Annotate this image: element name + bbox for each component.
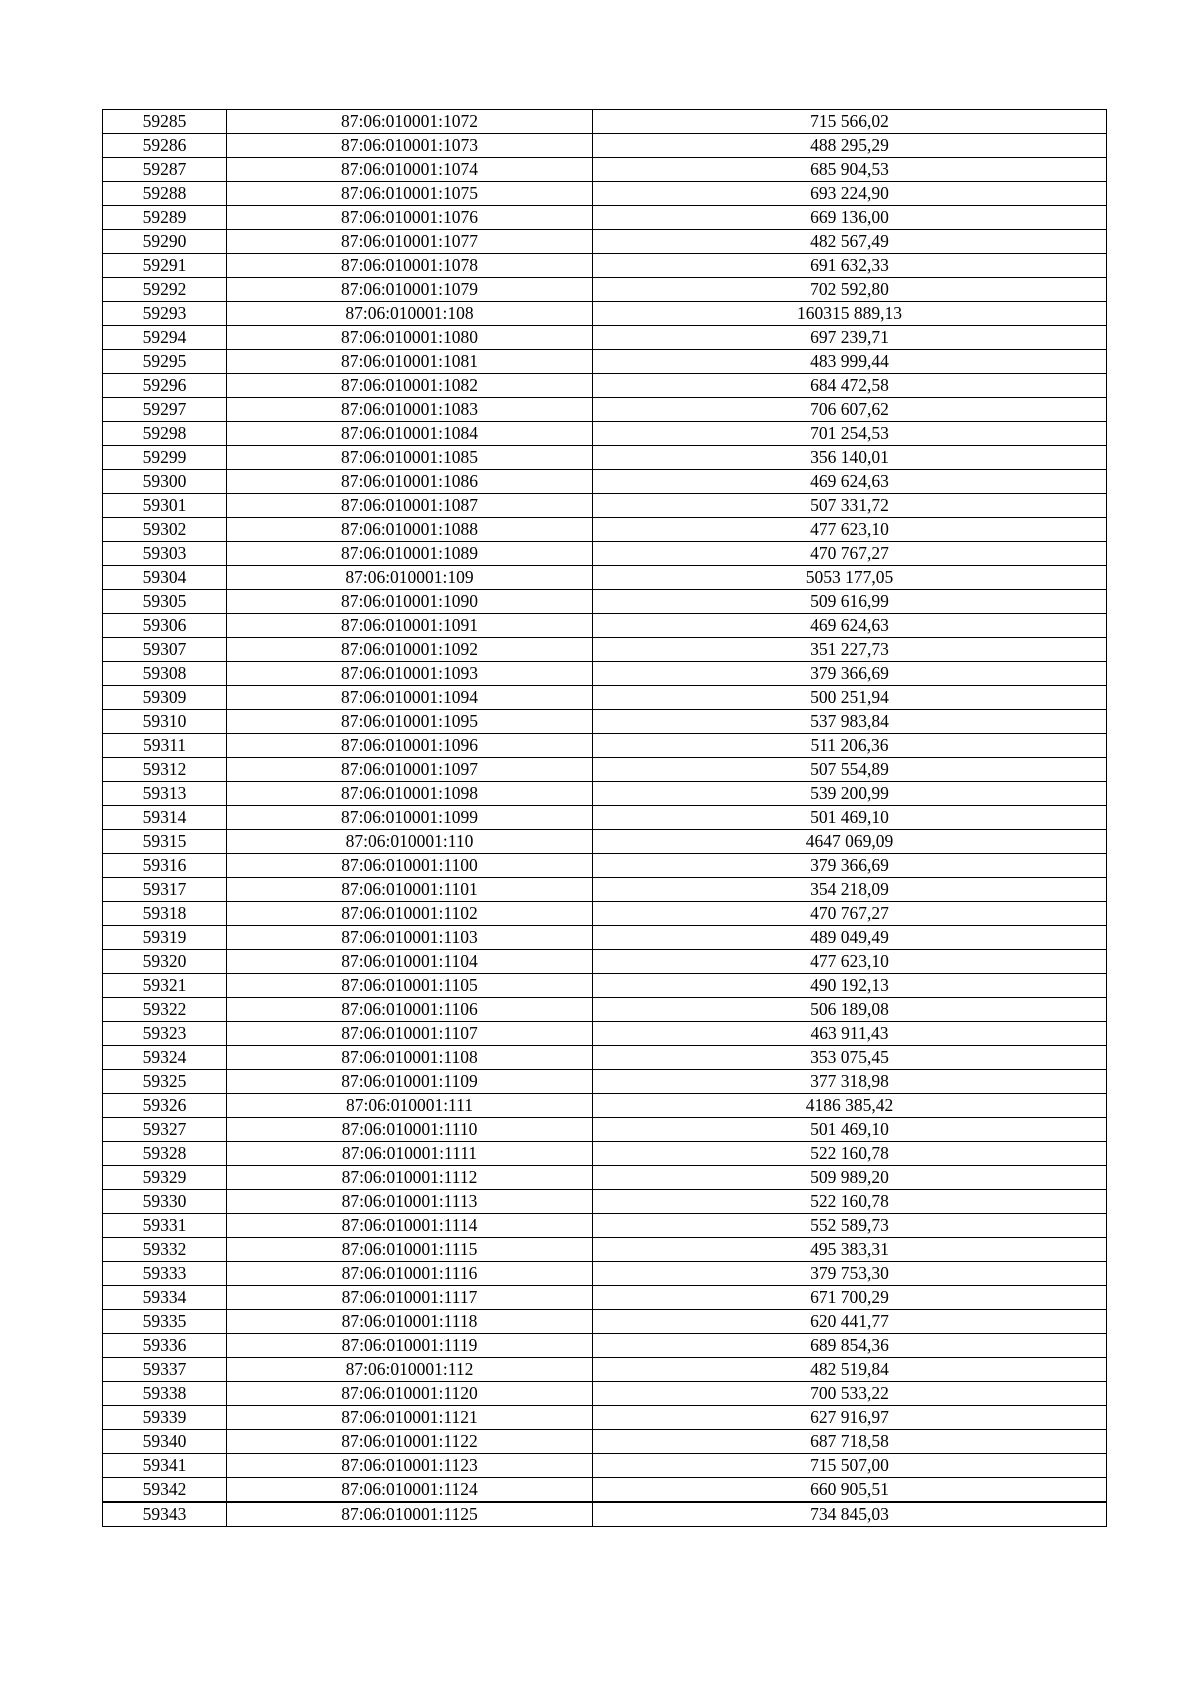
cadastral-value-cell: 734 845,03 — [593, 1502, 1107, 1527]
cadastral-value-cell: 627 916,97 — [593, 1406, 1107, 1430]
cadastral-value-cell: 483 999,44 — [593, 350, 1107, 374]
cadastral-value-cell: 477 623,10 — [593, 518, 1107, 542]
table-row — [103, 1046, 1107, 1070]
row-number-cell: 59342 — [103, 1478, 227, 1503]
cadastral-number-cell: 87:06:010001:1089 — [227, 542, 593, 566]
table-row — [103, 1190, 1107, 1214]
cadastral-number-cell: 87:06:010001:1105 — [227, 974, 593, 998]
table-row — [103, 374, 1107, 398]
cadastral-number-cell: 87:06:010001:1100 — [227, 854, 593, 878]
row-number-cell: 59319 — [103, 926, 227, 950]
cadastral-value-table — [102, 109, 1107, 1527]
cadastral-number-cell: 87:06:010001:1073 — [227, 134, 593, 158]
table-row — [103, 998, 1107, 1022]
cadastral-value-cell: 490 192,13 — [593, 974, 1107, 998]
table-row — [103, 518, 1107, 542]
cadastral-value-cell: 353 075,45 — [593, 1046, 1107, 1070]
cadastral-value-cell: 693 224,90 — [593, 182, 1107, 206]
table-row — [103, 950, 1107, 974]
row-number-cell: 59297 — [103, 398, 227, 422]
cadastral-value-cell: 537 983,84 — [593, 710, 1107, 734]
row-number-cell: 59316 — [103, 854, 227, 878]
cadastral-value-cell: 160315 889,13 — [593, 302, 1107, 326]
cadastral-number-cell: 87:06:010001:109 — [227, 566, 593, 590]
cadastral-number-cell: 87:06:010001:1123 — [227, 1454, 593, 1478]
cadastral-number-cell: 87:06:010001:1082 — [227, 374, 593, 398]
cadastral-number-cell: 87:06:010001:1108 — [227, 1046, 593, 1070]
cadastral-number-cell: 87:06:010001:1116 — [227, 1262, 593, 1286]
row-number-cell: 59327 — [103, 1118, 227, 1142]
table-row — [103, 734, 1107, 758]
cadastral-number-cell: 87:06:010001:1115 — [227, 1238, 593, 1262]
cadastral-value-cell: 379 366,69 — [593, 662, 1107, 686]
row-number-cell: 59341 — [103, 1454, 227, 1478]
row-number-cell: 59334 — [103, 1286, 227, 1310]
cadastral-number-cell: 87:06:010001:108 — [227, 302, 593, 326]
cadastral-number-cell: 87:06:010001:1092 — [227, 638, 593, 662]
cadastral-value-cell: 500 251,94 — [593, 686, 1107, 710]
row-number-cell: 59340 — [103, 1430, 227, 1454]
table-row — [103, 254, 1107, 278]
cadastral-number-cell: 87:06:010001:1103 — [227, 926, 593, 950]
cadastral-number-cell: 87:06:010001:1101 — [227, 878, 593, 902]
table-row — [103, 542, 1107, 566]
row-number-cell: 59325 — [103, 1070, 227, 1094]
table-row — [103, 1310, 1107, 1334]
row-number-cell: 59286 — [103, 134, 227, 158]
cadastral-number-cell: 87:06:010001:1093 — [227, 662, 593, 686]
row-number-cell: 59339 — [103, 1406, 227, 1430]
row-number-cell: 59298 — [103, 422, 227, 446]
cadastral-number-cell: 87:06:010001:111 — [227, 1094, 593, 1118]
table-row — [103, 1166, 1107, 1190]
cadastral-number-cell: 87:06:010001:1109 — [227, 1070, 593, 1094]
table-row — [103, 1094, 1107, 1118]
cadastral-number-cell: 87:06:010001:1077 — [227, 230, 593, 254]
cadastral-number-cell: 87:06:010001:1095 — [227, 710, 593, 734]
cadastral-number-cell: 87:06:010001:1084 — [227, 422, 593, 446]
cadastral-number-cell: 87:06:010001:1102 — [227, 902, 593, 926]
row-number-cell: 59317 — [103, 878, 227, 902]
table-row — [103, 1358, 1107, 1382]
cadastral-number-cell: 87:06:010001:1117 — [227, 1286, 593, 1310]
table-row — [103, 158, 1107, 182]
cadastral-value-cell: 511 206,36 — [593, 734, 1107, 758]
cadastral-number-cell: 87:06:010001:1104 — [227, 950, 593, 974]
cadastral-number-cell: 87:06:010001:1124 — [227, 1478, 593, 1503]
cadastral-number-cell: 87:06:010001:1079 — [227, 278, 593, 302]
row-number-cell: 59296 — [103, 374, 227, 398]
row-number-cell: 59337 — [103, 1358, 227, 1382]
table-body — [103, 110, 1107, 1527]
cadastral-number-cell: 87:06:010001:1112 — [227, 1166, 593, 1190]
row-number-cell: 59310 — [103, 710, 227, 734]
table-row — [103, 710, 1107, 734]
cadastral-number-cell: 87:06:010001:1113 — [227, 1190, 593, 1214]
cadastral-value-cell: 351 227,73 — [593, 638, 1107, 662]
cadastral-value-cell: 669 136,00 — [593, 206, 1107, 230]
cadastral-value-cell: 691 632,33 — [593, 254, 1107, 278]
row-number-cell: 59329 — [103, 1166, 227, 1190]
cadastral-value-cell: 509 616,99 — [593, 590, 1107, 614]
row-number-cell: 59315 — [103, 830, 227, 854]
row-number-cell: 59338 — [103, 1382, 227, 1406]
cadastral-value-cell: 684 472,58 — [593, 374, 1107, 398]
row-number-cell: 59299 — [103, 446, 227, 470]
table-row — [103, 1382, 1107, 1406]
table-row — [103, 326, 1107, 350]
cadastral-value-cell: 620 441,77 — [593, 1310, 1107, 1334]
cadastral-value-cell: 501 469,10 — [593, 806, 1107, 830]
row-number-cell: 59302 — [103, 518, 227, 542]
table-row — [103, 1502, 1107, 1527]
table-row — [103, 302, 1107, 326]
table-row — [103, 1238, 1107, 1262]
row-number-cell: 59326 — [103, 1094, 227, 1118]
table-row — [103, 230, 1107, 254]
table-row — [103, 926, 1107, 950]
table-row — [103, 974, 1107, 998]
table-row — [103, 1454, 1107, 1478]
row-number-cell: 59293 — [103, 302, 227, 326]
row-number-cell: 59336 — [103, 1334, 227, 1358]
row-number-cell: 59291 — [103, 254, 227, 278]
row-number-cell: 59300 — [103, 470, 227, 494]
table-row — [103, 830, 1107, 854]
cadastral-number-cell: 87:06:010001:1075 — [227, 182, 593, 206]
table-row — [103, 398, 1107, 422]
cadastral-value-cell: 700 533,22 — [593, 1382, 1107, 1406]
table-row — [103, 614, 1107, 638]
cadastral-value-cell: 501 469,10 — [593, 1118, 1107, 1142]
cadastral-value-cell: 522 160,78 — [593, 1142, 1107, 1166]
cadastral-value-cell: 715 507,00 — [593, 1454, 1107, 1478]
table-row — [103, 278, 1107, 302]
cadastral-value-cell: 702 592,80 — [593, 278, 1107, 302]
cadastral-value-cell: 488 295,29 — [593, 134, 1107, 158]
row-number-cell: 59320 — [103, 950, 227, 974]
cadastral-number-cell: 87:06:010001:1078 — [227, 254, 593, 278]
row-number-cell: 59335 — [103, 1310, 227, 1334]
row-number-cell: 59314 — [103, 806, 227, 830]
cadastral-number-cell: 87:06:010001:1111 — [227, 1142, 593, 1166]
row-number-cell: 59331 — [103, 1214, 227, 1238]
cadastral-number-cell: 87:06:010001:1120 — [227, 1382, 593, 1406]
row-number-cell: 59321 — [103, 974, 227, 998]
cadastral-value-cell: 522 160,78 — [593, 1190, 1107, 1214]
cadastral-value-cell: 706 607,62 — [593, 398, 1107, 422]
table-row — [103, 662, 1107, 686]
cadastral-value-cell: 507 554,89 — [593, 758, 1107, 782]
cadastral-number-cell: 87:06:010001:1087 — [227, 494, 593, 518]
cadastral-number-cell: 87:06:010001:1091 — [227, 614, 593, 638]
cadastral-number-cell: 87:06:010001:110 — [227, 830, 593, 854]
cadastral-number-cell: 87:06:010001:1099 — [227, 806, 593, 830]
row-number-cell: 59332 — [103, 1238, 227, 1262]
row-number-cell: 59309 — [103, 686, 227, 710]
cadastral-value-cell: 470 767,27 — [593, 902, 1107, 926]
cadastral-value-cell: 477 623,10 — [593, 950, 1107, 974]
cadastral-value-cell: 539 200,99 — [593, 782, 1107, 806]
cadastral-value-cell: 469 624,63 — [593, 470, 1107, 494]
table-row — [103, 206, 1107, 230]
cadastral-value-cell: 354 218,09 — [593, 878, 1107, 902]
cadastral-value-cell: 4647 069,09 — [593, 830, 1107, 854]
cadastral-value-cell: 5053 177,05 — [593, 566, 1107, 590]
cadastral-value-cell: 689 854,36 — [593, 1334, 1107, 1358]
row-number-cell: 59304 — [103, 566, 227, 590]
cadastral-value-cell: 469 624,63 — [593, 614, 1107, 638]
cadastral-value-cell: 379 753,30 — [593, 1262, 1107, 1286]
cadastral-value-cell: 463 911,43 — [593, 1022, 1107, 1046]
row-number-cell: 59323 — [103, 1022, 227, 1046]
cadastral-number-cell: 87:06:010001:1094 — [227, 686, 593, 710]
cadastral-number-cell: 87:06:010001:1098 — [227, 782, 593, 806]
row-number-cell: 59290 — [103, 230, 227, 254]
row-number-cell: 59313 — [103, 782, 227, 806]
table-row — [103, 182, 1107, 206]
row-number-cell: 59343 — [103, 1502, 227, 1527]
table-row — [103, 686, 1107, 710]
table-row — [103, 878, 1107, 902]
cadastral-number-cell: 87:06:010001:1072 — [227, 110, 593, 134]
cadastral-value-cell: 470 767,27 — [593, 542, 1107, 566]
table-row — [103, 1430, 1107, 1454]
table-row — [103, 1214, 1107, 1238]
cadastral-value-cell: 685 904,53 — [593, 158, 1107, 182]
cadastral-number-cell: 87:06:010001:1118 — [227, 1310, 593, 1334]
cadastral-number-cell: 87:06:010001:1125 — [227, 1502, 593, 1527]
cadastral-value-cell: 701 254,53 — [593, 422, 1107, 446]
table-row — [103, 1406, 1107, 1430]
cadastral-value-cell: 715 566,02 — [593, 110, 1107, 134]
row-number-cell: 59303 — [103, 542, 227, 566]
cadastral-value-cell: 507 331,72 — [593, 494, 1107, 518]
row-number-cell: 59311 — [103, 734, 227, 758]
row-number-cell: 59322 — [103, 998, 227, 1022]
row-number-cell: 59287 — [103, 158, 227, 182]
cadastral-value-cell: 489 049,49 — [593, 926, 1107, 950]
table-row — [103, 1286, 1107, 1310]
cadastral-number-cell: 87:06:010001:1083 — [227, 398, 593, 422]
cadastral-number-cell: 87:06:010001:1110 — [227, 1118, 593, 1142]
table-row — [103, 782, 1107, 806]
row-number-cell: 59285 — [103, 110, 227, 134]
row-number-cell: 59308 — [103, 662, 227, 686]
table-row — [103, 422, 1107, 446]
table-row — [103, 134, 1107, 158]
table-row — [103, 902, 1107, 926]
table-row — [103, 1334, 1107, 1358]
cadastral-number-cell: 87:06:010001:1090 — [227, 590, 593, 614]
row-number-cell: 59306 — [103, 614, 227, 638]
cadastral-value-cell: 671 700,29 — [593, 1286, 1107, 1310]
row-number-cell: 59330 — [103, 1190, 227, 1214]
cadastral-value-cell: 687 718,58 — [593, 1430, 1107, 1454]
row-number-cell: 59295 — [103, 350, 227, 374]
cadastral-number-cell: 87:06:010001:1074 — [227, 158, 593, 182]
cadastral-value-cell: 495 383,31 — [593, 1238, 1107, 1262]
row-number-cell: 59312 — [103, 758, 227, 782]
cadastral-number-cell: 87:06:010001:1085 — [227, 446, 593, 470]
row-number-cell: 59307 — [103, 638, 227, 662]
cadastral-value-cell: 377 318,98 — [593, 1070, 1107, 1094]
table-row — [103, 446, 1107, 470]
cadastral-value-cell: 4186 385,42 — [593, 1094, 1107, 1118]
table-row — [103, 470, 1107, 494]
cadastral-value-cell: 509 989,20 — [593, 1166, 1107, 1190]
cadastral-number-cell: 87:06:010001:1081 — [227, 350, 593, 374]
table-row — [103, 566, 1107, 590]
cadastral-number-cell: 87:06:010001:1088 — [227, 518, 593, 542]
table-row — [103, 110, 1107, 134]
table-row — [103, 758, 1107, 782]
row-number-cell: 59305 — [103, 590, 227, 614]
cadastral-value-cell: 482 519,84 — [593, 1358, 1107, 1382]
row-number-cell: 59294 — [103, 326, 227, 350]
cadastral-number-cell: 87:06:010001:1080 — [227, 326, 593, 350]
row-number-cell: 59324 — [103, 1046, 227, 1070]
cadastral-value-cell: 697 239,71 — [593, 326, 1107, 350]
row-number-cell: 59318 — [103, 902, 227, 926]
cadastral-number-cell: 87:06:010001:1096 — [227, 734, 593, 758]
cadastral-value-cell: 660 905,51 — [593, 1478, 1107, 1503]
cadastral-number-cell: 87:06:010001:1106 — [227, 998, 593, 1022]
cadastral-value-cell: 379 366,69 — [593, 854, 1107, 878]
cadastral-number-cell: 87:06:010001:1119 — [227, 1334, 593, 1358]
cadastral-value-cell: 482 567,49 — [593, 230, 1107, 254]
table-row — [103, 854, 1107, 878]
row-number-cell: 59301 — [103, 494, 227, 518]
cadastral-number-cell: 87:06:010001:1086 — [227, 470, 593, 494]
cadastral-number-cell: 87:06:010001:1097 — [227, 758, 593, 782]
cadastral-number-cell: 87:06:010001:112 — [227, 1358, 593, 1382]
cadastral-value-cell: 356 140,01 — [593, 446, 1107, 470]
row-number-cell: 59288 — [103, 182, 227, 206]
cadastral-value-cell: 506 189,08 — [593, 998, 1107, 1022]
cadastral-number-cell: 87:06:010001:1076 — [227, 206, 593, 230]
table-row — [103, 494, 1107, 518]
row-number-cell: 59289 — [103, 206, 227, 230]
table-row — [103, 1478, 1107, 1503]
table-row — [103, 1262, 1107, 1286]
row-number-cell: 59292 — [103, 278, 227, 302]
row-number-cell: 59328 — [103, 1142, 227, 1166]
cadastral-number-cell: 87:06:010001:1107 — [227, 1022, 593, 1046]
row-number-cell: 59333 — [103, 1262, 227, 1286]
cadastral-number-cell: 87:06:010001:1121 — [227, 1406, 593, 1430]
table-row — [103, 1070, 1107, 1094]
table-row — [103, 806, 1107, 830]
cadastral-value-cell: 552 589,73 — [593, 1214, 1107, 1238]
table-row — [103, 590, 1107, 614]
table-row — [103, 1022, 1107, 1046]
cadastral-number-cell: 87:06:010001:1122 — [227, 1430, 593, 1454]
table-row — [103, 638, 1107, 662]
table-row — [103, 1118, 1107, 1142]
table-row — [103, 1142, 1107, 1166]
cadastral-number-cell: 87:06:010001:1114 — [227, 1214, 593, 1238]
table-row — [103, 350, 1107, 374]
